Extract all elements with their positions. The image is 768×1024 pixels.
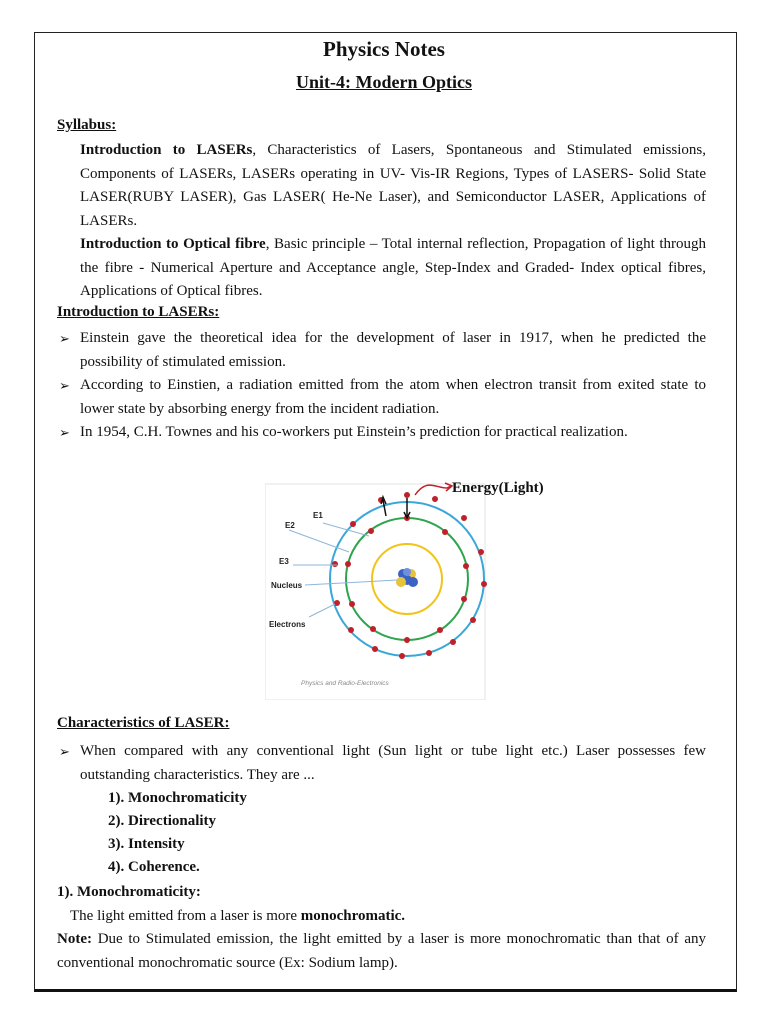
intro-bullet [59, 327, 706, 374]
note-label: Note: [57, 931, 92, 947]
bullet-arrow-icon: ➢ [59, 331, 70, 346]
electron [372, 646, 378, 652]
syllabus-fibre-title: Introduction to Optical fibre [80, 236, 266, 252]
bullet-arrow-icon: ➢ [59, 425, 70, 440]
list-item: 1). Monochromaticity [108, 790, 247, 806]
label-electrons: Electrons [269, 620, 306, 629]
monochromaticity-bold: monochromatic. [300, 908, 406, 924]
unit-title: Unit-4: Modern Optics [296, 72, 472, 92]
electron [461, 596, 467, 602]
characteristics-bullet-text: When compared with any conventional light (Sun light or tube light etc.) Laser possesses few outstanding characteristics. They are ... [80, 743, 706, 783]
energy-label: Energy(Light) [452, 480, 544, 496]
intro-bullet-text: In 1954, C.H. Townes and his co-workers put Einstein’s prediction for practical realization. [80, 424, 628, 440]
syllabus-lasers-title: Introduction to LASERs [80, 142, 253, 158]
electron [349, 601, 355, 607]
syllabus-lasers-text: , Characteristics of Lasers, Spontaneous and Stimulated emissions, Components of LASERs, LASERs operating in UV- Vis-IR Regions, Types of LASERS- Solid State LASER(RUBY LASER), Gas LASER( He-Ne Laser), and Semiconductor LASER, Applications of LASERs. [80, 142, 706, 229]
electron [334, 600, 340, 606]
monochromaticity-line [70, 905, 405, 929]
electron [368, 528, 374, 534]
electron [461, 515, 467, 521]
electron [478, 549, 484, 555]
figure-credit: Physics and Radio-Electronics [301, 680, 389, 687]
electron [481, 581, 487, 587]
electron [450, 639, 456, 645]
syllabus-paragraph-fibre [80, 233, 706, 304]
list-item: 3). Intensity [108, 836, 185, 852]
monochromaticity-heading: 1). Monochromaticity: [57, 884, 201, 900]
atom-diagram-svg [265, 478, 565, 700]
electron [348, 627, 354, 633]
electron [404, 637, 410, 643]
label-e3: E3 [279, 557, 289, 566]
list-item: 4). Coherence. [108, 859, 200, 875]
intro-bullet-text: Einstein gave the theoretical idea for the development of laser in 1917, when he predicted the possibility of stimulated emission. [80, 330, 706, 370]
electron [432, 496, 438, 502]
intro-bullet-text: According to Einstien, a radiation emitted from the atom when electron transit from exited state to lower state by absorbing energy from the incident radiation. [80, 377, 706, 417]
electron [345, 561, 351, 567]
intro-heading: Introduction to LASERs: [57, 304, 220, 320]
syllabus-fibre-text: , Basic principle – Total internal reflection, Propagation of light through the fibre - Numerical Aperture and Acceptance angle, Step-Index and Graded- Index optical fibres, Applications of Optical fibres. [80, 236, 706, 299]
electron [442, 529, 448, 535]
syllabus-paragraph-lasers [80, 139, 706, 233]
intro-bullet [59, 374, 706, 421]
electron [463, 563, 469, 569]
label-e2: E2 [285, 521, 295, 530]
electron [399, 653, 405, 659]
electron [332, 561, 338, 567]
bullet-arrow-icon: ➢ [59, 378, 70, 393]
page-title: Physics Notes [323, 37, 445, 61]
label-nucleus: Nucleus [271, 581, 303, 590]
nucleus-icon [396, 568, 418, 587]
electron [404, 492, 410, 498]
characteristics-heading: Characteristics of LASER: [57, 715, 230, 731]
monochromaticity-text: The light emitted from a laser is more [70, 908, 301, 924]
bullet-arrow-icon: ➢ [59, 744, 70, 759]
note-paragraph [57, 928, 706, 975]
label-e1: E1 [313, 511, 323, 520]
atom-diagram [265, 478, 565, 700]
note-text: Due to Stimulated emission, the light emitted by a laser is more monochromatic than that of any conventional monochromatic source (Ex: Sodium lamp). [57, 931, 706, 971]
electron [350, 521, 356, 527]
intro-bullet [59, 421, 706, 445]
electron [426, 650, 432, 656]
electron [370, 626, 376, 632]
syllabus-heading: Syllabus: [57, 117, 117, 133]
electron [437, 627, 443, 633]
characteristics-bullet [59, 740, 706, 787]
list-item: 2). Directionality [108, 813, 217, 829]
electron [470, 617, 476, 623]
